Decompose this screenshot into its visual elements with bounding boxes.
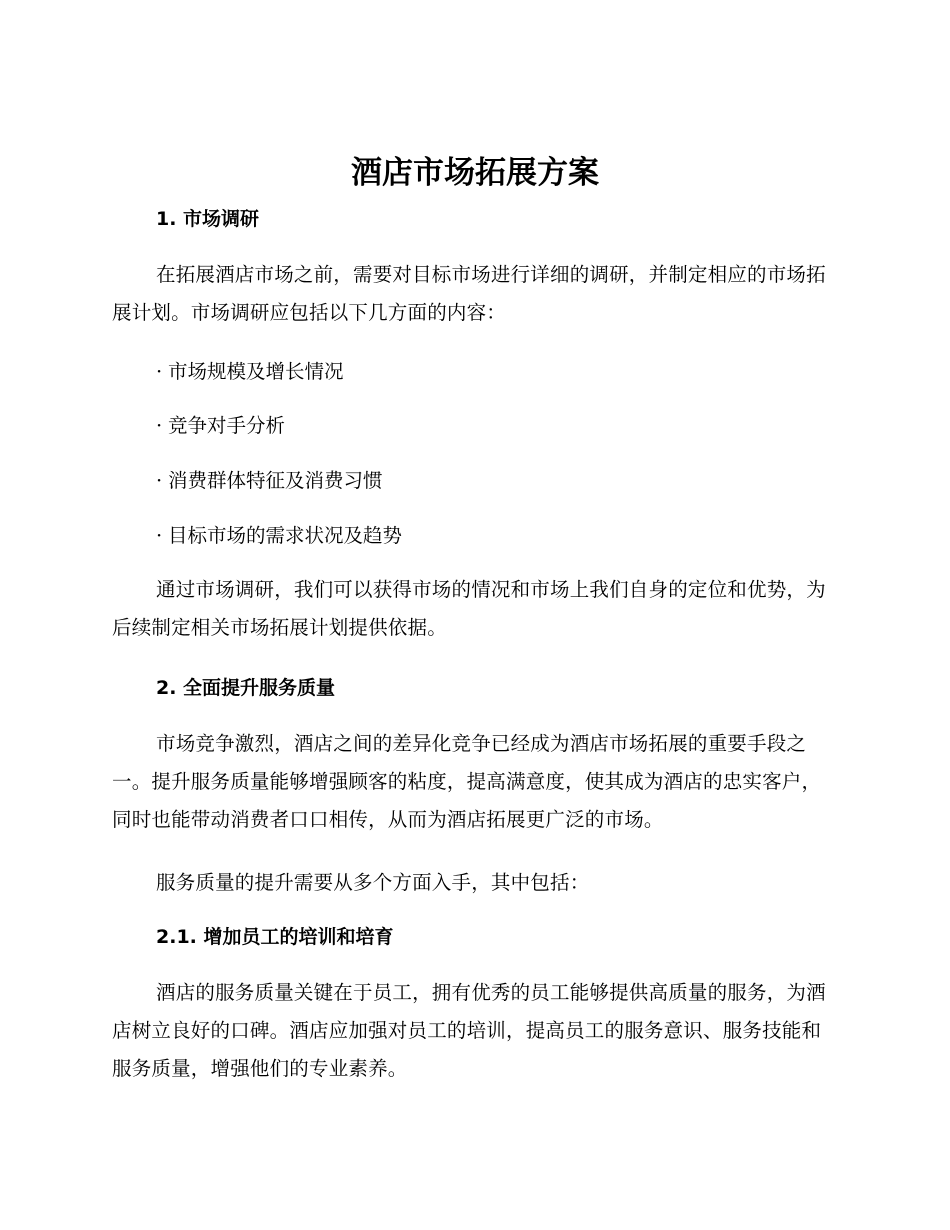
list-item <box>156 411 285 441</box>
list-item-text: 市场规模及增长情况 <box>168 360 344 383</box>
list-item-text: 目标市场的需求状况及趋势 <box>168 524 403 547</box>
section-2-1-heading: 2.1. 增加员工的培训和培育 <box>156 926 394 948</box>
section-2-heading: 2. 全面提升服务质量 <box>156 677 336 699</box>
bullet-dot: · <box>156 469 163 492</box>
section-2-paragraph-1: 市场竞争激烈，酒店之间的差异化竞争已经成为酒店市场拓展的重要手段之一。提升服务质量能够增强顾客的粘度，提高满意度，使其成为酒店的忠实客户，同时也能带动消费者口口相传，从而为酒店拓展更广泛的市场。 <box>112 732 822 831</box>
document-title: 酒店市场拓展方案 <box>351 155 599 191</box>
section-1-heading: 1. 市场调研 <box>156 208 260 230</box>
list-item <box>156 521 402 551</box>
bullet-dot: · <box>156 524 163 547</box>
section-2-1-paragraph: 酒店的服务质量关键在于员工，拥有优秀的员工能够提供高质量的服务，为酒店树立良好的口碑。酒店应加强对员工的培训，提高员工的服务意识、服务技能和服务质量，增强他们的专业素养。 <box>112 981 826 1080</box>
section-2-paragraph-2: 服务质量的提升需要从多个方面入手，其中包括： <box>156 871 590 894</box>
bullet-dot: · <box>156 360 163 383</box>
section-1-conclusion: 通过市场调研，我们可以获得市场的情况和市场上我们自身的定位和优势，为后续制定相关市场拓展计划提供依据。 <box>112 578 826 639</box>
list-item-text: 竞争对手分析 <box>168 414 286 437</box>
section-1-intro: 在拓展酒店市场之前，需要对目标市场进行详细的调研，并制定相应的市场拓展计划。市场调研应包括以下几方面的内容： <box>112 263 826 324</box>
list-item <box>156 466 383 496</box>
list-item-text: 消费群体特征及消费习惯 <box>168 469 383 492</box>
bullet-dot: · <box>156 414 163 437</box>
list-item <box>156 357 344 387</box>
